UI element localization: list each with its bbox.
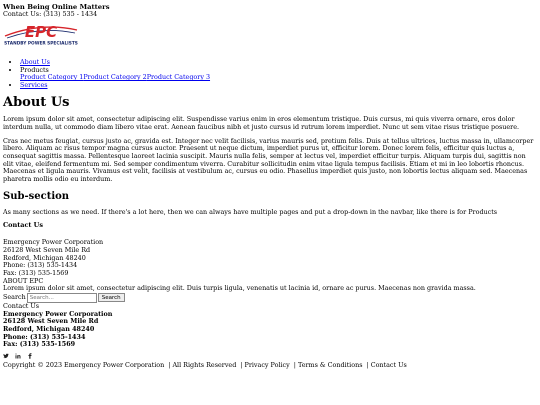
footer-separator: | — [366, 361, 369, 370]
body-paragraph: Cras nec metus feugiat, cursus justo ac, gravida est. Integer nec velit facilisis, varius mauris sed, pretium felis. Duis at tellus ultrices, luctus massa in, ullamcorper libero. Aliquam ac risus tempor magna cursus auctor. Praesent ut neque dictum, imperdiet purus ut, efficitur lorem. Donec lorem felis, efficitur quis luctus a, consequat sagittis massa. Pellentesque laoreet lacinia suscipit. Mauris nulla felis, semper at lectus vel, imperdiet efficitur turpis. Aliquam turpis dui, sagittis non elit vitae, eleifend fermentum mi. Sed semper condimentum viverra. Curabitur sollicitudin enim vitae ligula tempus facilisis. Etiam et mi in leo lobortis rhoncus. Maecenas et ligula mauris. Vivamus est velit, facilisis at vestibulum ac, cursus eu odio. Phasellus imperdiet quis justo, non lobortis lectus aliquam sed. Maecenas pharetra mollis odio eu interdum. — [3, 136, 534, 183]
footer-contact-phone: Phone: (313) 535-1434 — [3, 332, 86, 341]
nav-link-services[interactable]: Services — [20, 80, 48, 89]
linkedin-icon[interactable] — [15, 353, 21, 359]
nav-item-services[interactable] — [20, 82, 537, 90]
footer-separator: | — [293, 361, 296, 370]
twitter-icon[interactable] — [3, 353, 9, 359]
footer-contact-company: Emergency Power Corporation — [3, 309, 113, 318]
footer-bottom-line — [3, 362, 537, 370]
contact-street: 26128 West Seven Mile Rd — [3, 245, 91, 254]
products-submenu — [20, 74, 537, 82]
subsection-title: Sub-section — [3, 190, 70, 202]
contact-city: Redford, Michigan 48240 — [3, 253, 86, 262]
contact-heading: Contact Us — [3, 221, 43, 230]
nav-label-products[interactable]: Products — [20, 65, 49, 74]
site-header — [3, 3, 537, 46]
facebook-icon[interactable] — [27, 353, 33, 359]
footer-link-terms[interactable]: Terms & Conditions — [297, 361, 363, 370]
epc-logo[interactable] — [3, 20, 79, 46]
about-epc-text: Lorem ipsum dolor sit amet, consectetur adipiscing elit. Duis turpis ligula, venenatis ut lacinia id, ornare ac purus. Maecenas non gravida massa. — [3, 284, 476, 293]
contact-company: Emergency Power Corporation — [3, 238, 104, 247]
contact-section — [3, 222, 537, 277]
submenu-item-category-1[interactable]: Product Category 1 — [20, 73, 84, 82]
footer-contact-heading: Contact Us — [3, 301, 40, 310]
footer-contact-address — [3, 311, 537, 349]
search-label: Search — [3, 293, 26, 302]
footer-link-privacy[interactable]: Privacy Policy — [244, 361, 290, 370]
main-nav — [3, 59, 537, 90]
footer-link-contact[interactable]: Contact Us — [370, 361, 407, 370]
logo-subtitle: STANDBY POWER SPECIALISTS — [4, 41, 78, 46]
contact-phone: Phone: (313) 535-1434 — [3, 261, 78, 270]
footer-link-rights[interactable]: All Rights Reserved — [172, 361, 237, 370]
nav-item-products[interactable] — [20, 67, 537, 82]
footer-contact-city: Redford, Michigan 48240 — [3, 325, 95, 334]
site-footer — [3, 278, 537, 370]
page-title: About Us — [3, 94, 70, 110]
footer-separator: | — [168, 361, 171, 370]
footer-contact-fax: Fax: (313) 535-1569 — [3, 340, 76, 349]
header-contact-line: Contact Us: (313) 535 - 1434 — [3, 10, 98, 19]
main-content — [3, 95, 537, 217]
contact-address — [3, 239, 537, 277]
subsection-paragraph: As many sections as we need. If there's a lot here, then we can always have multiple pages and put a drop-down in the navbar, like there is for Products — [3, 207, 498, 216]
tagline: When Being Online Matters — [3, 3, 110, 11]
social-links — [3, 353, 537, 359]
footer-contact-street: 26128 West Seven Mile Rd — [3, 317, 99, 326]
submenu-item-category-2[interactable]: Product Category 2 — [83, 73, 147, 82]
intro-paragraph: Lorem ipsum dolor sit amet, consectetur adipiscing elit. Suspendisse varius enim in eros elementum tristique. Duis cursus, mi quis viverra ornare, eros dolor interdum nulla, ut commodo diam libero vitae erat. Aenean faucibus nibh et justo cursus id rutrum lorem imperdiet. Nunc ut sem vitae risus tristique posuere. — [3, 115, 520, 131]
logo-text: EPC — [24, 22, 58, 41]
copyright-text: Copyright © 2023 Emergency Power Corporation — [3, 361, 165, 370]
nav-link-about[interactable]: About Us — [20, 57, 50, 66]
search-button[interactable]: Search — [98, 293, 125, 302]
nav-item-about[interactable] — [20, 59, 537, 67]
search-form — [3, 293, 537, 303]
contact-fax: Fax: (313) 535-1569 — [3, 268, 69, 277]
footer-separator: | — [240, 361, 243, 370]
submenu-item-category-3[interactable]: Product Category 3 — [146, 73, 211, 82]
about-epc-heading: ABOUT EPC — [3, 276, 44, 285]
